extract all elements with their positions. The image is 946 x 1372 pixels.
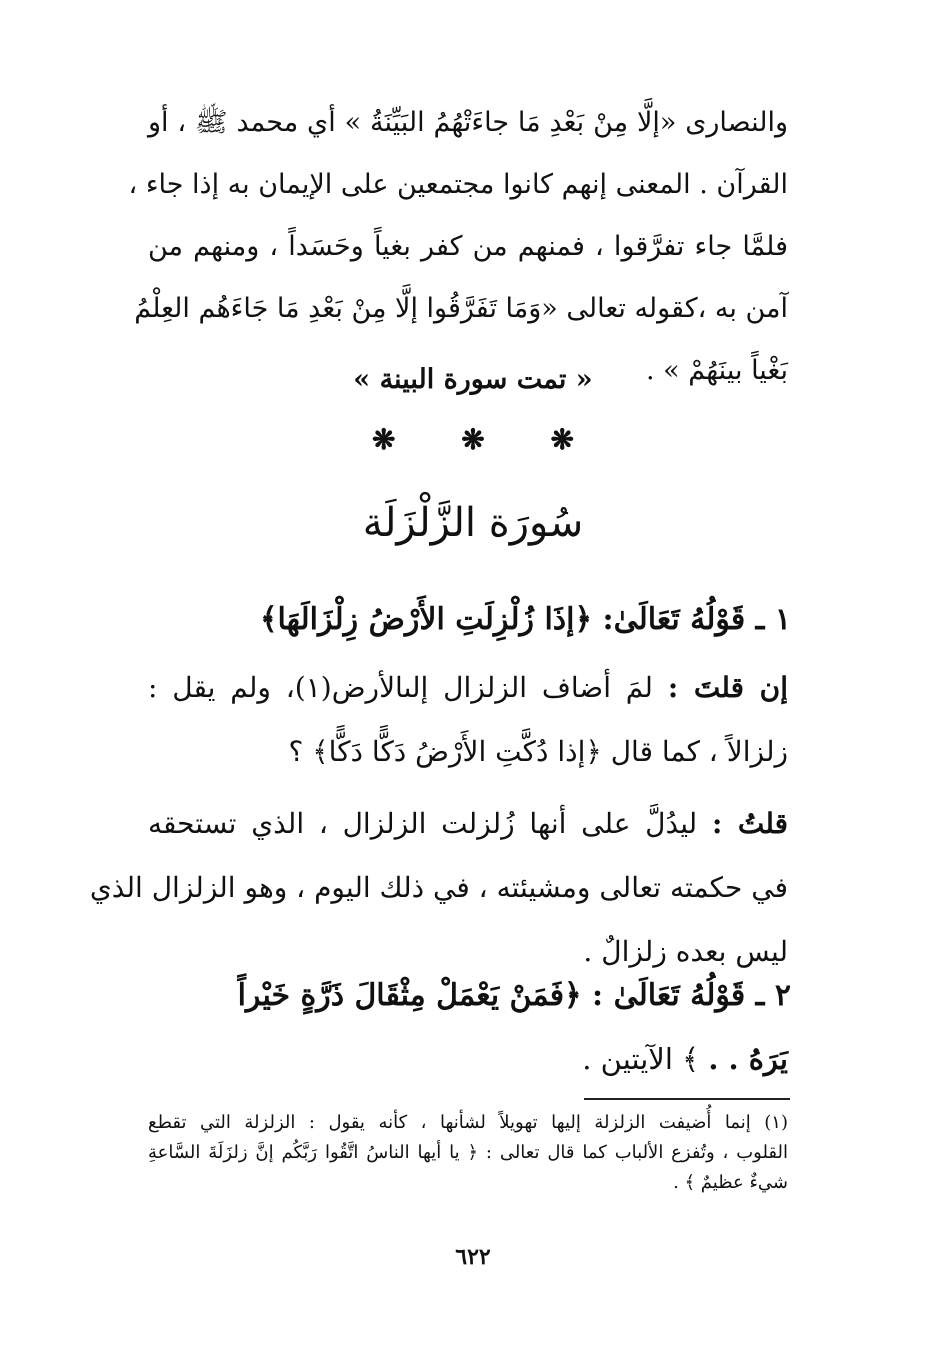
verse-2-continuation-rest: ﴾ الآيتين .: [582, 1042, 700, 1076]
verse-1-heading: ١ ـ قَوْلُهُ تَعَالَىٰ: ﴿إذَا زُلْزِلَتِ الأَرْضُ زِلْزَالَهَا﴾: [259, 602, 791, 637]
verse-2-continuation-bold: يَرَهُ . .: [708, 1042, 788, 1076]
question-line: [148, 656, 788, 720]
answer-line: في حكمته تعالى ومشيئته ، في ذلك اليوم ، وهو الزلزال الذي: [89, 871, 788, 904]
footnote-line: القلوب ، وتُفزع الألباب كما قال تعالى : ﴿ يا أيها الناسُ اتَّقُوا رَبَّكُم إنَّ زلزَلَةَ السَّاعةِ: [148, 1142, 788, 1163]
answer-text: ليدُلَّ على أنها زُلزلت الزلزال ، الذي تستحقه: [148, 807, 698, 840]
intro-line: القرآن . المعنى إنهم كانوا مجتمعين على الإيمان به إذا جاء ،: [128, 169, 788, 200]
footnote-line: (١) إنما أُضيفت الزلزلة إليها تهويلاً لشأنها ، كأنه يقول : الزلزلة التي تقطع: [148, 1112, 788, 1133]
intro-paragraph: [128, 92, 788, 402]
footnote: [148, 1108, 788, 1198]
footnote-line: شيءٌ عظيمٌ ﴾ .: [673, 1172, 788, 1193]
question-text: لمَ أضاف الزلزال إلىالأرض(١)، ولم يقل :: [148, 671, 653, 704]
answer-line: ليس بعده زلزالٌ .: [583, 935, 788, 968]
intro-line: آمن به ،كقوله تعالى «وَمَا تَفَرَّقُوا إلَّا مِنْ بَعْدِ مَا جَاءَهُم العِلْمُ: [134, 293, 788, 324]
intro-line: بَغْياً بينَهُمْ » .: [646, 355, 788, 386]
end-of-surah-marker: « تمت سورة البينة »: [353, 364, 593, 395]
page-number: ٦٢٢: [455, 1244, 491, 1270]
surah-title: سُورَة الزَّلْزَلَة: [362, 500, 584, 546]
verse-2-heading: ٢ ـ قَوْلُهُ تَعَالَىٰ : ﴿فَمَنْ يَعْمَلْ مِثْقَالَ ذَرَّةٍ خَيْراً: [237, 978, 791, 1013]
answer-line: [148, 792, 788, 856]
question-lead: إن قلتَ :: [667, 671, 788, 704]
answer-lead: قلتُ :: [711, 807, 789, 840]
intro-line: فلمَّا جاء تفرَّقوا ، فمنهم من كفر بغياً وحَسَداً ، ومنهم من: [148, 231, 788, 262]
question-line: زلزالاً ، كما قال ﴿إذا دُكَّتِ الأَرْضُ دَكًّا دَكًّا﴾ ؟: [288, 735, 788, 768]
footnote-divider: [584, 1098, 790, 1100]
question-paragraph: [148, 656, 788, 784]
answer-paragraph: [89, 792, 789, 984]
section-separator: ❋ ❋ ❋: [372, 423, 602, 456]
intro-line: والنصارى «إلَّا مِنْ بَعْدِ مَا جاءَتْهُمُ البَيِّنَةُ » أي محمد ﷺ ، أو: [148, 107, 788, 138]
verse-2-continuation: [582, 1030, 788, 1088]
